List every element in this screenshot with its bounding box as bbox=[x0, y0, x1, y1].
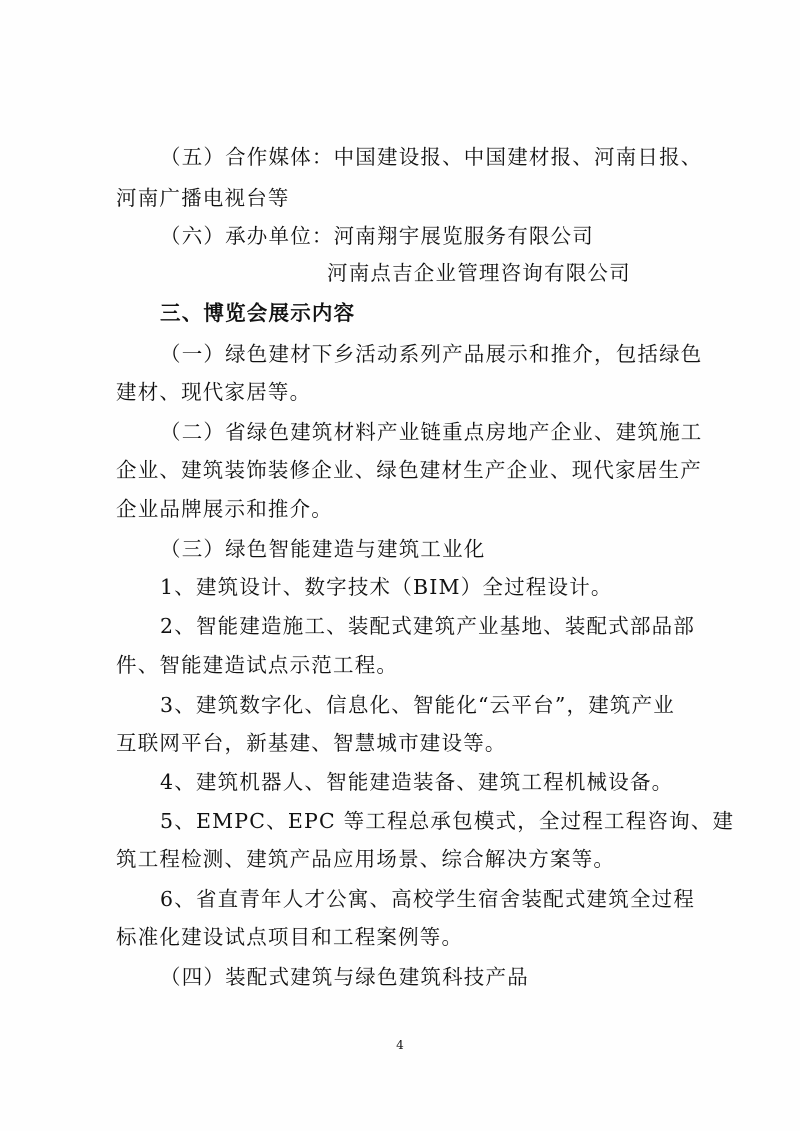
list-item-5: 5、EMPC、EPC 等工程总承包模式，全过程工程咨询、建 bbox=[160, 809, 735, 833]
paragraph-organizer-cont: 河南点吉企业管理咨询有限公司 bbox=[327, 261, 631, 285]
section-heading: 三、博览会展示内容 bbox=[160, 301, 356, 325]
paragraph-item-1: （一）绿色建材下乡活动系列产品展示和推介，包括绿色 bbox=[160, 342, 703, 366]
subheading-green-smart-construction: （三）绿色智能建造与建筑工业化 bbox=[160, 537, 486, 561]
paragraph-item-2-end: 企业品牌展示和推介。 bbox=[116, 497, 333, 521]
paragraph-media-partners-cont: 河南广播电视台等 bbox=[116, 186, 290, 210]
list-item-2: 2、智能建造施工、装配式建筑产业基地、装配式部品部 bbox=[160, 614, 696, 638]
list-item-6-cont: 标准化建设试点项目和工程案例等。 bbox=[116, 925, 464, 949]
page-number: 4 bbox=[396, 1038, 404, 1052]
list-item-3: 3、建筑数字化、信息化、智能化“云平台”，建筑产业 bbox=[160, 693, 676, 717]
paragraph-organizer: （六）承办单位：河南翔宇展览服务有限公司 bbox=[160, 224, 594, 248]
list-item-1: 1、建筑设计、数字技术（BIM）全过程设计。 bbox=[160, 575, 613, 599]
list-item-6: 6、省直青年人才公寓、高校学生宿舍装配式建筑全过程 bbox=[160, 887, 696, 911]
subheading-prefab-green-products: （四）装配式建筑与绿色建筑科技产品 bbox=[160, 965, 529, 989]
paragraph-item-1-cont: 建材、现代家居等。 bbox=[116, 380, 312, 404]
list-item-4: 4、建筑机器人、智能建造装备、建筑工程机械设备。 bbox=[160, 770, 674, 794]
paragraph-media-partners: （五）合作媒体：中国建设报、中国建材报、河南日报、 bbox=[160, 145, 703, 169]
list-item-5-cont: 筑工程检测、建筑产品应用场景、综合解决方案等。 bbox=[116, 847, 616, 871]
paragraph-item-2-cont: 企业、建筑装饰装修企业、绿色建材生产企业、现代家居生产 bbox=[116, 458, 702, 482]
list-item-2-cont: 件、智能建造试点示范工程。 bbox=[116, 653, 399, 677]
paragraph-item-2: （二）省绿色建筑材料产业链重点房地产企业、建筑施工 bbox=[160, 420, 703, 444]
list-item-3-cont: 互联网平台，新基建、智慧城市建设等。 bbox=[116, 731, 507, 755]
